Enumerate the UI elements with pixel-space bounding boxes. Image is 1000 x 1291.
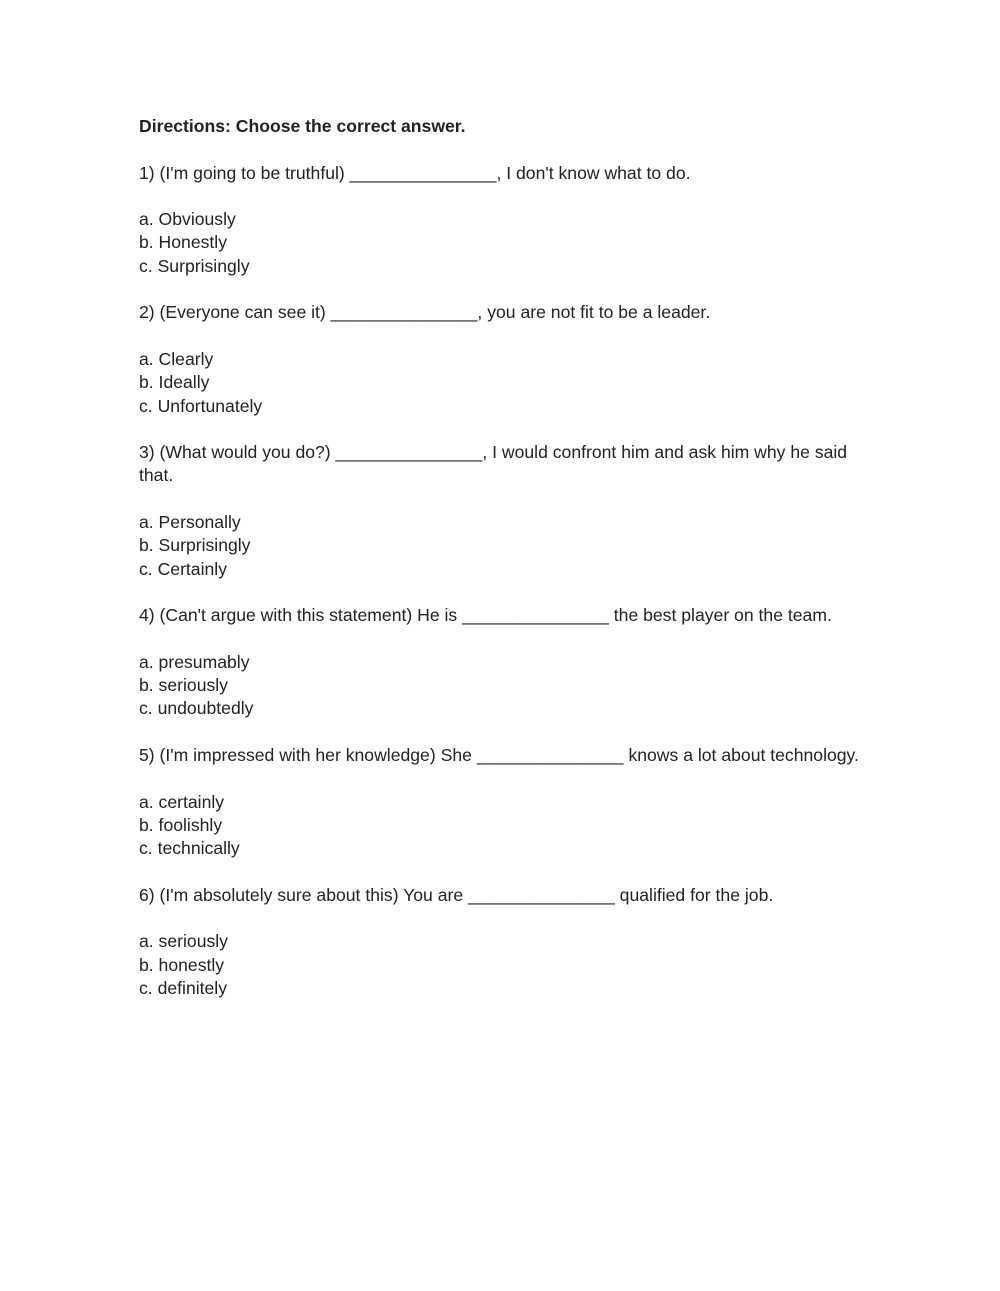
question-text: 6) (I'm absolutely sure about this) You are _______________ qualified for the job. xyxy=(139,884,774,905)
answer-option[interactable]: c. Unfortunately xyxy=(139,395,263,416)
answer-option[interactable]: a. Obviously xyxy=(139,209,236,230)
answer-option[interactable]: b. seriously xyxy=(139,675,228,696)
worksheet-page xyxy=(139,115,869,1024)
answer-option[interactable]: b. Surprisingly xyxy=(139,535,251,556)
answer-option[interactable]: a. certainly xyxy=(139,791,225,812)
answer-option[interactable]: a. presumably xyxy=(139,651,250,672)
question-text: 1) (I'm going to be truthful) _______________, I don't know what to do. xyxy=(139,162,691,183)
question-3 xyxy=(139,441,869,581)
question-text: 3) (What would you do?) _______________, I would confront him and ask him why he said that. xyxy=(139,442,848,486)
question-6 xyxy=(139,884,869,1000)
question-text: 4) (Can't argue with this statement) He is _______________ the best player on the team. xyxy=(139,605,832,626)
question-4 xyxy=(139,604,869,720)
answer-option[interactable]: c. undoubtedly xyxy=(139,698,254,719)
answer-option[interactable]: c. Surprisingly xyxy=(139,255,250,276)
directions-heading: Directions: Choose the correct answer. xyxy=(139,116,466,136)
answer-option[interactable]: b. honestly xyxy=(139,954,225,975)
answer-option[interactable]: c. definitely xyxy=(139,977,228,998)
answer-option[interactable]: a. Personally xyxy=(139,512,241,533)
answer-option[interactable]: a. Clearly xyxy=(139,348,214,369)
question-2 xyxy=(139,301,869,417)
answer-option[interactable]: a. seriously xyxy=(139,931,228,952)
question-text: 5) (I'm impressed with her knowledge) She _______________ knows a lot about technology. xyxy=(139,745,859,766)
answer-option[interactable]: b. Honestly xyxy=(139,232,228,253)
answer-option[interactable]: c. technically xyxy=(139,838,240,859)
question-1 xyxy=(139,162,869,278)
answer-option[interactable]: b. foolishly xyxy=(139,814,223,835)
question-text: 2) (Everyone can see it) _______________, you are not fit to be a leader. xyxy=(139,302,711,323)
answer-option[interactable]: c. Certainly xyxy=(139,558,227,579)
answer-option[interactable]: b. Ideally xyxy=(139,372,210,393)
question-5 xyxy=(139,744,869,860)
